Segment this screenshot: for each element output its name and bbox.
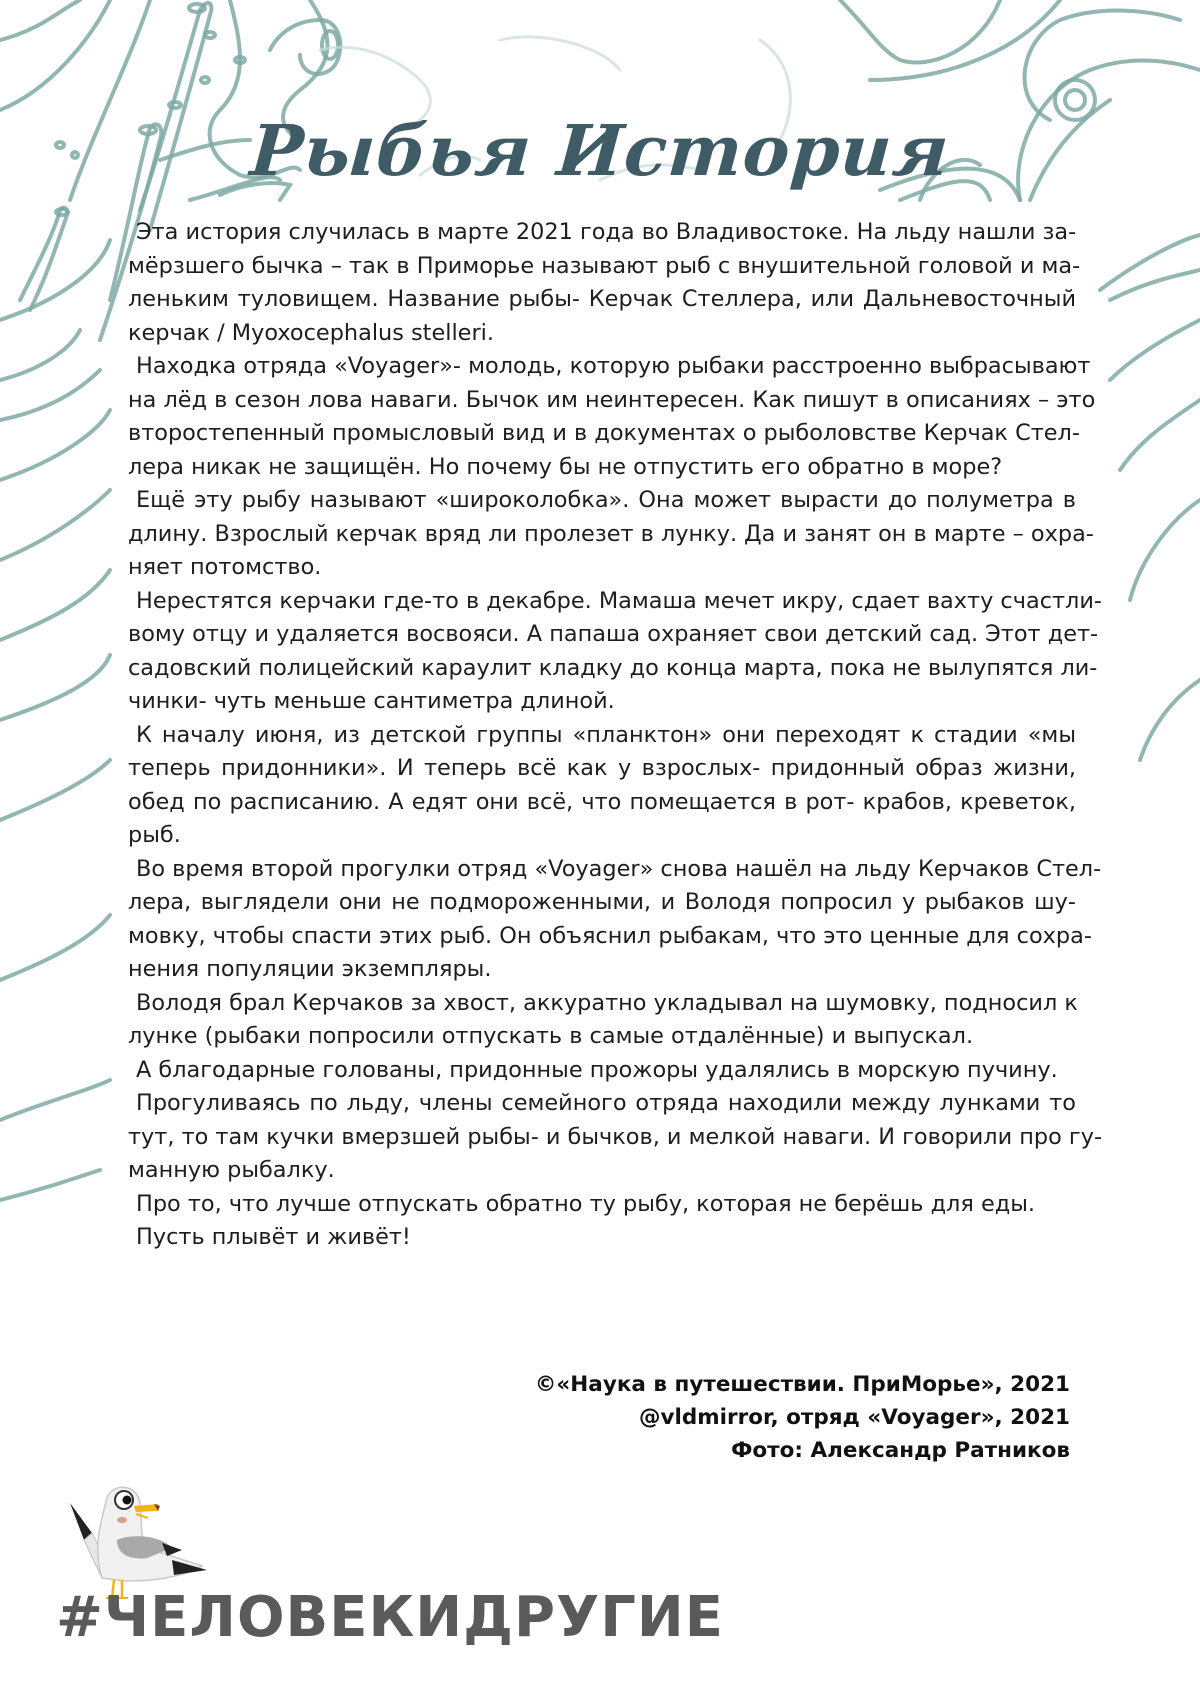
story-line: керчак / Myoxocephalus stelleri. [128,319,494,346]
story-line: К началу июня, из детской группы «планктон» они переходят к стадии «мы [136,721,1076,748]
story-line: Прогуливаясь по льду, члены семейного отряда находили между лунками то [136,1090,1076,1116]
story-line: Эта история случилась в марте 2021 года во Владивостоке. На льду нашли за- [136,219,1077,245]
story-line: мёрзшего бычка – так в Приморье называют рыб с внушительной головой и ма- [128,252,1081,279]
story-line: обед по расписанию. А едят они всё, что помещается в рот- крабов, креветок, [128,788,1076,815]
story-line: Во время второй прогулки отряд «Voyager» снова нашёл на льду Керчаков Стел- [136,855,1102,882]
story-line: лера никак не защищён. Но почему бы не отпустить его обратно в море? [128,453,1003,480]
story-line: нения популяции экземпляры. [128,956,492,982]
story-line: Володя брал Керчаков за хвост, аккуратно укладывал на шумовку, подносил к [136,989,1078,1016]
story-line: чинки- чуть меньше сантиметра длиной. [128,688,615,714]
credits-block [535,1368,1070,1467]
story-line: лера, выглядели они не подмороженными, и Володя попросил у рыбаков шу- [128,889,1076,915]
story-line: манную рыбалку. [128,1157,335,1183]
story-line: А благодарные голованы, придонные прожоры удалялись в морскую пучину. [136,1056,1058,1083]
credit-author: @vldmirror, отряд «Voyager», 2021 [639,1405,1070,1430]
story-line: Про то, что лучше отпускать обратно ту рыбу, которая не берёшь для еды. [136,1190,1036,1217]
story-line: Ещё эту рыбу называют «широколобка». Она может вырасти до полуметра в [136,487,1076,513]
story-line: на лёд в сезон лова наваги. Бычок им неинтересен. Как пишут в описаниях – это [128,386,1096,413]
story-line: Пусть плывёт и живёт! [136,1224,411,1250]
story-line: лунке (рыбаки попросили отпускать в самые отдалённые) и выпускал. [128,1023,974,1049]
story-line: рыб. [128,822,181,848]
credit-photo: Фото: Александр Ратников [731,1438,1070,1463]
story-line: длину. Взрослый керчак вряд ли пролезет в лунку. Да и занят он в марте – охра- [128,520,1094,547]
story-line: няет потомство. [128,554,322,580]
page-title: Рыбья История [247,108,953,192]
story-line: вому отцу и удаляется восвояси. А папаша охраняет свои детский сад. Этот дет- [128,621,1099,647]
story-body [128,216,1103,1255]
story-line: теперь придонники». И теперь всё как у взрослых- придонный образ жизни, [128,755,1076,781]
story-line: Находка отряда «Voyager»- молодь, которую рыбаки расстроенно выбрасывают [136,353,1091,379]
story-line: леньким туловищем. Название рыбы- Керчак Стеллера, или Дальневосточный [128,286,1076,312]
credit-copyright: ©«Наука в путешествии. ПриМорье», 2021 [534,1372,1070,1397]
hashtag-logo: #ЧЕЛОВЕКИДРУГИЕ [56,1585,725,1650]
story-line: мовку, чтобы спасти этих рыб. Он объяснил рыбакам, что это ценные для сохра- [128,922,1092,949]
story-line: садовский полицейский караулит кладку до конца марта, пока не вылупятся ли- [128,654,1098,681]
story-line: Нерестятся керчаки где-то в декабре. Мамаша мечет икру, сдает вахту счастли- [136,587,1102,614]
story-line: второстепенный промысловый вид и в документах о рыболовстве Керчак Стел- [128,420,1080,446]
story-line: тут, то там кучки вмерзшей рыбы- и бычков, и мелкой наваги. И говорили про гу- [128,1123,1103,1150]
